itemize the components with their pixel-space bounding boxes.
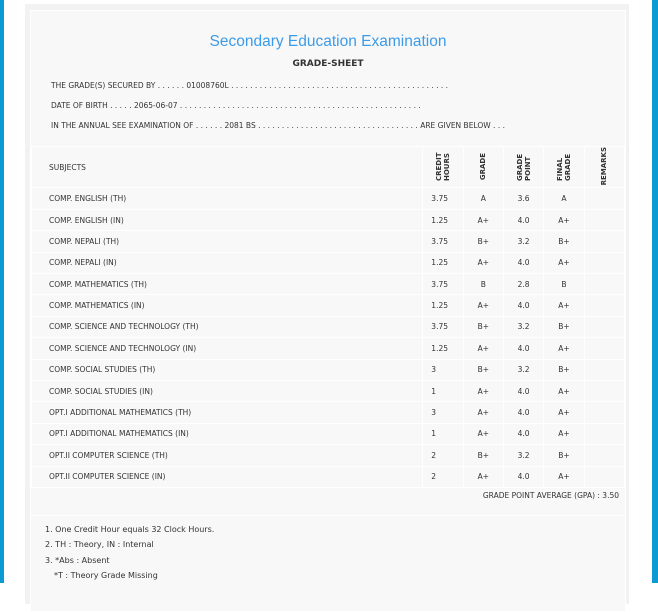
cell-credit-hours: 3	[423, 359, 463, 380]
cell-grade: A+	[463, 402, 503, 423]
cell-remarks	[584, 423, 624, 444]
divider	[31, 515, 625, 516]
left-accent-bar	[0, 0, 4, 583]
table-row	[32, 423, 625, 444]
note-item: *T : Theory Grade Missing	[54, 570, 158, 580]
cell-grade-point: 3.2	[503, 231, 543, 252]
cell-grade-point: 4.0	[503, 402, 543, 423]
cell-grade: A+	[463, 252, 503, 273]
cell-grade-point: 3.6	[503, 188, 543, 209]
dob-line: DATE OF BIRTH . . . . . 2065-06-07 . . . . . . . . . . . . . . . . . . . . . . . . . . . . . . . . . . . . . . . . . . . . . . . . . . .	[51, 101, 421, 110]
cell-grade: B+	[463, 359, 503, 380]
cell-final-grade: A+	[544, 380, 584, 401]
col-final-grade: FINAL GRADE	[544, 147, 584, 188]
cell-credit-hours: 2	[423, 466, 463, 487]
cell-remarks	[584, 252, 624, 273]
cell-remarks	[584, 380, 624, 401]
cell-grade-point: 3.2	[503, 316, 543, 337]
cell-grade-point: 4.0	[503, 338, 543, 359]
cell-grade-point: 2.8	[503, 273, 543, 294]
table-row	[32, 231, 625, 252]
col-remarks: REMARKS	[584, 147, 624, 188]
cell-final-grade: A+	[544, 466, 584, 487]
cell-subject: COMP. NEPALI (IN)	[32, 252, 423, 273]
cell-credit-hours: 3.75	[423, 231, 463, 252]
table-header	[32, 147, 625, 188]
cell-grade-point: 4.0	[503, 295, 543, 316]
notes	[45, 522, 214, 583]
cell-subject: COMP. SOCIAL STUDIES (IN)	[32, 380, 423, 401]
note-item: 1. One Credit Hour equals 32 Clock Hours.	[45, 525, 215, 534]
table-row	[32, 252, 625, 273]
table-row	[32, 445, 625, 466]
table-row	[32, 402, 625, 423]
cell-remarks	[584, 402, 624, 423]
cell-subject: COMP. MATHEMATICS (TH)	[32, 273, 423, 294]
cell-credit-hours: 1.25	[423, 209, 463, 230]
cell-subject: COMP. SCIENCE AND TECHNOLOGY (IN)	[32, 338, 423, 359]
cell-remarks	[584, 295, 624, 316]
cell-grade-point: 3.2	[503, 445, 543, 466]
cell-grade-point: 3.2	[503, 359, 543, 380]
cell-credit-hours: 1.25	[423, 252, 463, 273]
table-row	[32, 338, 625, 359]
cell-credit-hours: 1	[423, 423, 463, 444]
cell-grade: A+	[463, 423, 503, 444]
cell-credit-hours: 3.75	[423, 316, 463, 337]
cell-subject: OPT.I ADDITIONAL MATHEMATICS (IN)	[32, 423, 423, 444]
cell-credit-hours: 3	[423, 402, 463, 423]
cell-credit-hours: 1.25	[423, 338, 463, 359]
cell-credit-hours: 3.75	[423, 188, 463, 209]
cell-grade-point: 4.0	[503, 252, 543, 273]
cell-grade: B+	[463, 316, 503, 337]
cell-grade-point: 4.0	[503, 380, 543, 401]
cell-grade: A+	[463, 209, 503, 230]
table-row	[32, 295, 625, 316]
cell-remarks	[584, 209, 624, 230]
table-row	[32, 359, 625, 380]
cell-subject: COMP. NEPALI (TH)	[32, 231, 423, 252]
cell-final-grade: B+	[544, 316, 584, 337]
table-row	[32, 188, 625, 209]
gpa-value: GRADE POINT AVERAGE (GPA) : 3.50	[482, 491, 619, 500]
cell-subject: COMP. SCIENCE AND TECHNOLOGY (TH)	[32, 316, 423, 337]
cell-final-grade: B+	[544, 231, 584, 252]
cell-grade: A+	[463, 380, 503, 401]
cell-grade: B+	[463, 445, 503, 466]
cell-remarks	[584, 316, 624, 337]
cell-final-grade: A+	[544, 402, 584, 423]
note-item: 3. *Abs : Absent	[45, 555, 110, 565]
cell-grade-point: 4.0	[503, 423, 543, 444]
secured-by-line: THE GRADE(S) SECURED BY . . . . . . 01008760L . . . . . . . . . . . . . . . . . . . . . . . . . . . . . . . . . . . . . . . . . . . . . .	[51, 81, 449, 90]
table-row	[32, 316, 625, 337]
cell-remarks	[584, 359, 624, 380]
cell-final-grade: B	[544, 273, 584, 294]
cell-credit-hours: 1.25	[423, 295, 463, 316]
cell-credit-hours: 1	[423, 380, 463, 401]
table-row	[32, 209, 625, 230]
cell-subject: OPT.II COMPUTER SCIENCE (TH)	[32, 445, 423, 466]
table-row	[32, 466, 625, 487]
col-subjects: SUBJECTS	[32, 147, 423, 188]
cell-remarks	[584, 273, 624, 294]
cell-grade: B+	[463, 231, 503, 252]
col-grade: GRADE	[463, 147, 503, 188]
col-grade-point: GRADE POINT	[503, 147, 543, 188]
right-accent-bar	[652, 0, 658, 583]
grade-sheet	[30, 10, 626, 612]
cell-final-grade: A+	[544, 209, 584, 230]
cell-credit-hours: 2	[423, 445, 463, 466]
cell-final-grade: A+	[544, 252, 584, 273]
cell-remarks	[584, 466, 624, 487]
cell-subject: COMP. ENGLISH (IN)	[32, 209, 423, 230]
cell-grade-point: 4.0	[503, 466, 543, 487]
cell-subject: COMP. ENGLISH (TH)	[32, 188, 423, 209]
sheet-subtitle: GRADE-SHEET	[292, 59, 364, 69]
note-item: 2. TH : Theory, IN : Internal	[45, 540, 154, 550]
cell-remarks	[584, 188, 624, 209]
cell-remarks	[584, 445, 624, 466]
cell-final-grade: B+	[544, 359, 584, 380]
cell-credit-hours: 3.75	[423, 273, 463, 294]
table-row	[32, 273, 625, 294]
cell-remarks	[584, 231, 624, 252]
cell-final-grade: A+	[544, 338, 584, 359]
cell-subject: OPT.I ADDITIONAL MATHEMATICS (TH)	[32, 402, 423, 423]
cell-grade-point: 4.0	[503, 209, 543, 230]
cell-remarks	[584, 338, 624, 359]
cell-grade: A+	[463, 466, 503, 487]
cell-final-grade: B+	[544, 445, 584, 466]
grades-table	[31, 146, 625, 488]
cell-grade: A+	[463, 338, 503, 359]
page-title: Secondary Education Examination	[209, 33, 447, 50]
cell-final-grade: A+	[544, 423, 584, 444]
cell-final-grade: A+	[544, 295, 584, 316]
cell-subject: COMP. MATHEMATICS (IN)	[32, 295, 423, 316]
exam-line: IN THE ANNUAL SEE EXAMINATION OF . . . . . . 2081 BS . . . . . . . . . . . . . . . . . . . . . . . . . . . . . . . . . . ARE GIVEN BELOW . . .	[51, 121, 505, 130]
cell-final-grade: A	[544, 188, 584, 209]
cell-grade: A	[463, 188, 503, 209]
cell-grade: A+	[463, 295, 503, 316]
cell-subject: COMP. SOCIAL STUDIES (TH)	[32, 359, 423, 380]
table-row	[32, 380, 625, 401]
cell-subject: OPT.II COMPUTER SCIENCE (IN)	[32, 466, 423, 487]
cell-grade: B	[463, 273, 503, 294]
col-credit-hours: CREDIT HOURS	[423, 147, 463, 188]
